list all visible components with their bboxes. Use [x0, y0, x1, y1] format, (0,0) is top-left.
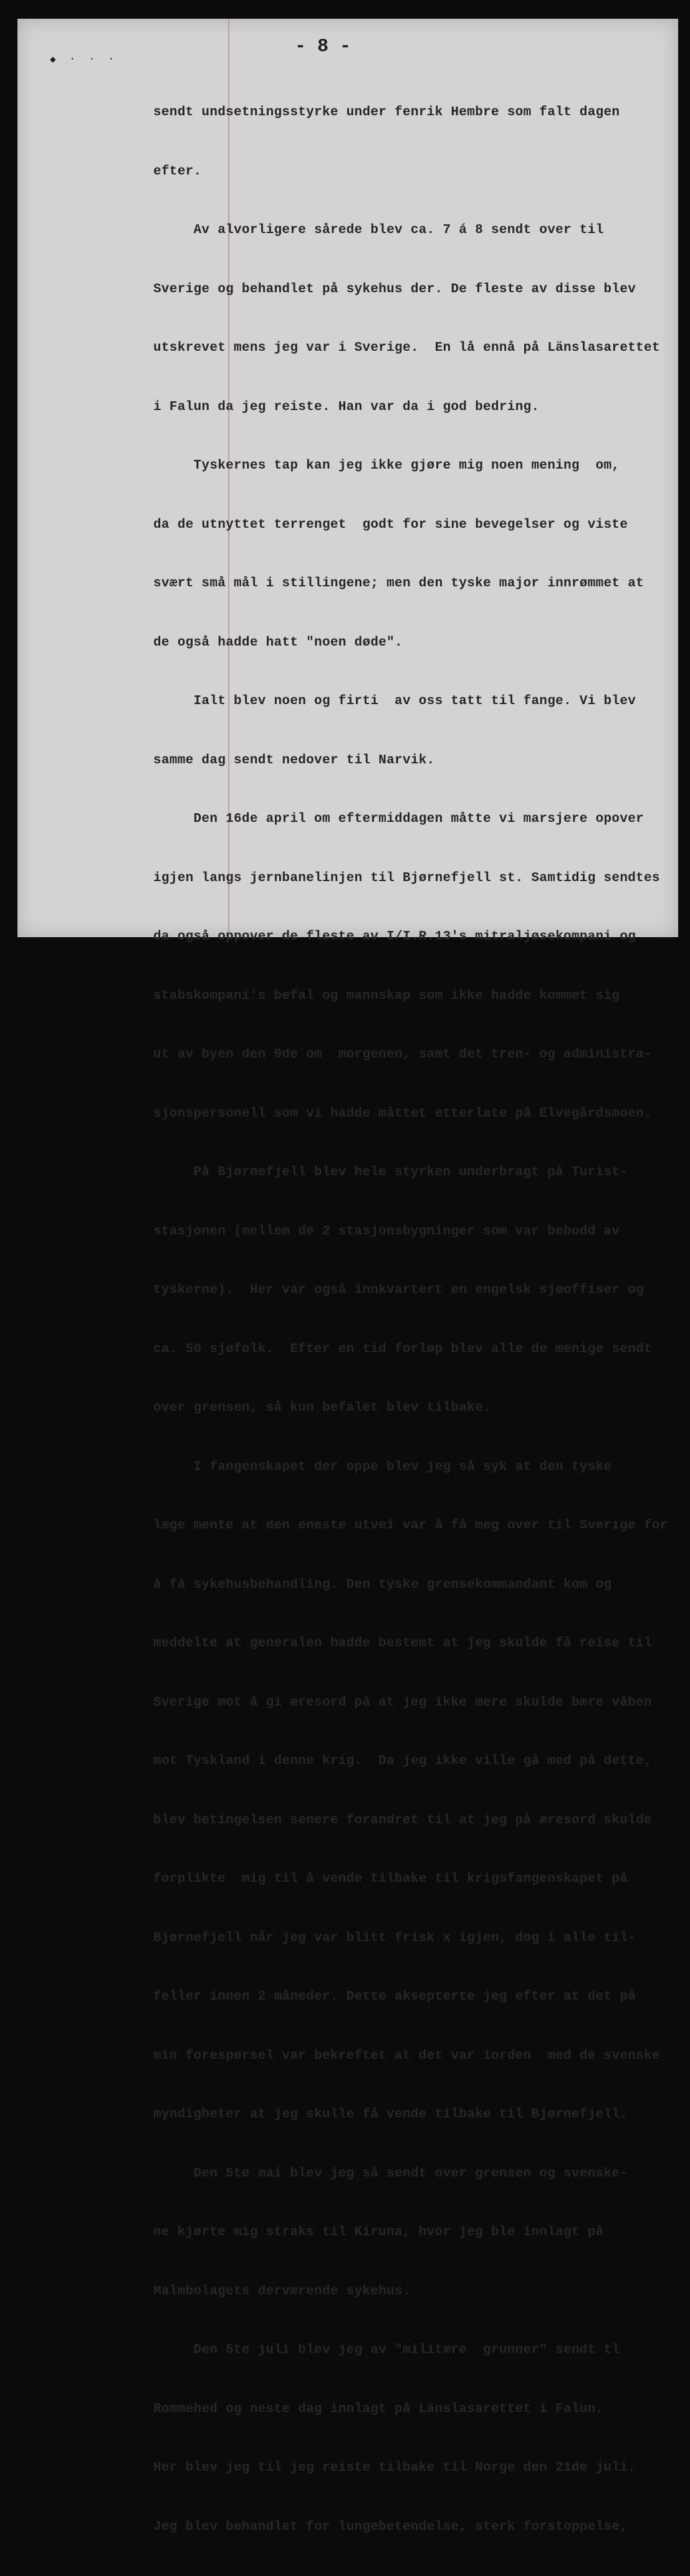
text-line: ut av byen den 9de om morgenen, samt det tren- og administra-: [153, 1047, 652, 1062]
text-line: læge mente at den eneste utvei var å få meg over til Sverige for: [153, 1519, 668, 1533]
text-line: Malmbolagets derværende sykehus.: [153, 2284, 411, 2299]
text-line: I fangenskapet der oppe blev jeg så syk at den tyske: [153, 1459, 612, 1474]
text-line: Her blev jeg til jeg reiste tilbake til Norge den 21de juli.: [153, 2461, 636, 2475]
text-line: Den 5te juli blev jeg av "militære grunner" sendt tl: [153, 2343, 620, 2357]
text-line: blev betingelsen senere forandret til at jeg på æresord skulde: [153, 1813, 652, 1828]
text-line: over grensen, så kun befalet blev tilbake.: [153, 1401, 491, 1415]
text-line: igjen langs jernbanelinjen til Bjørnefjell st. Samtidig sendtes: [153, 871, 660, 885]
text-line: ca. 50 sjøfolk. Efter en tid forløp blev alle de menige sendt: [153, 1342, 652, 1357]
document-page: [17, 19, 678, 2534]
text-line: myndigheter at jeg skulle få vende tilbake til Bjørnefjell.: [153, 2107, 628, 2122]
text-line: Den 16de april om eftermiddagen måtte vi marsjere opover: [153, 812, 644, 826]
body-text: [153, 64, 676, 2576]
text-line: min forespørsel var bekreftet at det var iorden med de svenske: [153, 2048, 660, 2063]
text-line: samme dag sendt nedover til Narvik.: [153, 753, 435, 768]
text-line: sendt undsetningsstyrke under fenrik Hembre som falt dagen: [153, 105, 620, 120]
text-line: efter.: [153, 164, 202, 179]
punch-marks: ◆ · · ·: [50, 53, 118, 65]
text-line: å få sykehusbehandling. Den tyske grensekommandant kom og: [153, 1577, 612, 1592]
text-line: svært små mål i stillingene; men den tyske major innrømmet at: [153, 576, 644, 591]
text-line: stasjonen (mellem de 2 stasjonsbygninger som var bebodd av: [153, 1224, 620, 1239]
text-line: meddelte at generalen hadde bestemt at jeg skulde få reise til: [153, 1636, 652, 1651]
text-line: På Bjørnefjell blev hele styrken underbragt på Turist-: [153, 1165, 628, 1180]
text-line: utskrevet mens jeg var i Sverige. En lå ennå på Länslasarettet: [153, 341, 660, 355]
text-line: feller innen 2 måneder. Dette aksepterte jeg efter at det på: [153, 1990, 636, 2004]
text-line: da de utnyttet terrenget godt for sine bevegelser og viste: [153, 517, 628, 532]
text-line: Sverige mot å gi æresord på at jeg ikke mere skulde bære våben: [153, 1695, 652, 1710]
text-line: sjonspersonell som vi hadde måttet etterlate på Elvegårdsmoen.: [153, 1106, 652, 1121]
text-line: stabskompani's befal og mannskap som ikke hadde kommet sig: [153, 988, 620, 1003]
text-line: Sverige og behandlet på sykehus der. De fleste av disse blev: [153, 282, 636, 297]
text-line: Den 5te mai blev jeg så sendt over grensen og svenske-: [153, 2166, 628, 2181]
text-line: Tyskernes tap kan jeg ikke gjøre mig noen mening om,: [153, 459, 620, 473]
text-line: ne kjørte mig straks til Kiruna, hvor jeg ble innlagt på: [153, 2225, 604, 2240]
text-line: da også oppover de fleste av I/I.R.13's mitraljøsekompani og: [153, 930, 636, 944]
text-line: mot Tyskland i denne krig. Da jeg ikke ville gå med på dette,: [153, 1754, 652, 1768]
text-line: forplikte mig til å vende tilbake til krigsfangenskapet på: [153, 1872, 628, 1886]
text-line: Rommehed og neste dag innlagt på Länslasarettet i Falun.: [153, 2402, 604, 2416]
text-line: de også hadde hatt "noen døde".: [153, 635, 403, 650]
text-line: Av alvorligere sårede blev ca. 7 á 8 sendt over til: [153, 223, 604, 237]
text-line: Bjørnefjell når jeg var blitt frisk x igjen, dog i alle til-: [153, 1930, 636, 1945]
text-line: Ialt blev noen og firti av oss tatt til fange. Vi blev: [153, 694, 636, 708]
text-line: tyskerne). Her var også innkvartert en engelsk sjøoffiser og: [153, 1283, 644, 1297]
text-line: Jeg blev behandlet for lungebetendelse, sterk forstoppelse,: [153, 2519, 628, 2534]
page-number: - 8 -: [295, 36, 352, 57]
text-line: i Falun da jeg reiste. Han var da i god bedring.: [153, 399, 540, 414]
